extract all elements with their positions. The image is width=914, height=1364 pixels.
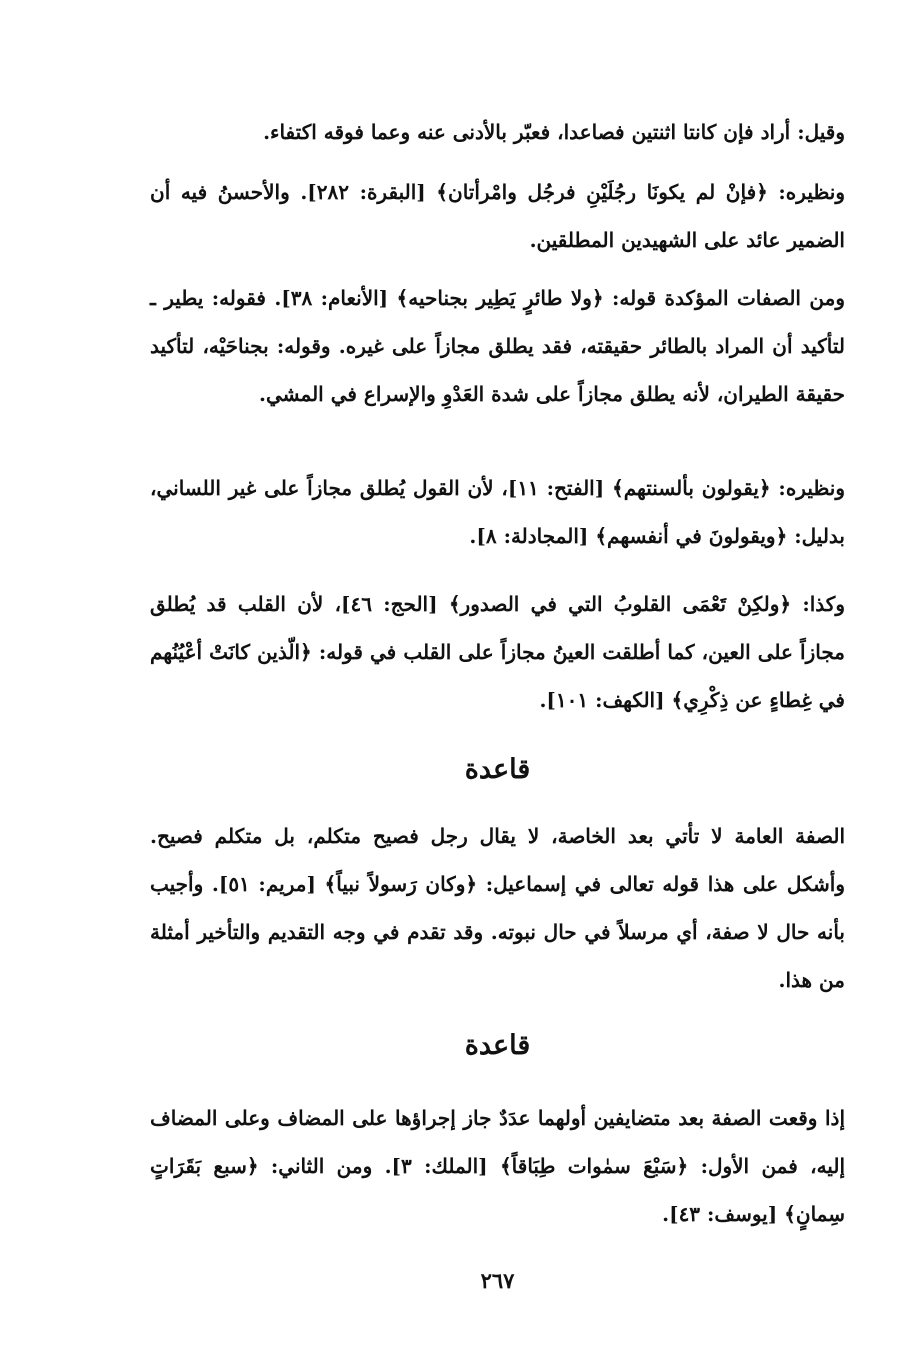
section-heading-1: قاعدة [464, 754, 531, 785]
paragraph-7: إذا وقعت الصفة بعد متضايفين أولهما عدَدٌ جاز إجراؤها على المضاف وعلى المضاف إليه، فمن الأول: ﴿سَبْعَ سمٰوات طِبَاقاً﴾ [الملك: ٣]. ومن الثاني: ﴿سبع بَقَرَاتٍ سِمانٍ﴾ [يوسف: ٤٣]. [150, 1106, 845, 1226]
page-number: ٢٦٧ [480, 1268, 515, 1293]
paragraph-2: ونظيره: ﴿فإنْ لم يكونَا رجُلَيْنِ فرجُل وامْرأتان﴾ [البقرة: ٢٨٢]. والأحسنُ فيه أن الضمير عائد على الشهيدين المطلقين. [150, 180, 845, 252]
paragraph-3: ومن الصفات المؤكدة قوله: ﴿ولا طائرٍ يَطِير بجناحيه﴾ [الأنعام: ٣٨]. فقوله: يطير ـ لتأكيد أن المراد بالطائر حقيقته، فقد يطلق مجازاً على غيره. وقوله: بجناحَيْه، لتأكيد حقيقة الطيران، لأنه يطلق مجازاً على شدة العَدْوِ والإسراع في المشي. [150, 286, 845, 406]
paragraph-6: الصفة العامة لا تأتي بعد الخاصة، لا يقال رجل فصيح متكلم، بل متكلم فصيح. وأشكل على هذا قوله تعالى في إسماعيل: ﴿وكان رَسولاً نبياً﴾ [مريم: ٥١]. وأجيب بأنه حال لا صفة، أي مرسلاً في حال نبوته. وقد تقدم في وجه التقديم والتأخير أمثلة من هذا. [150, 824, 845, 992]
section-heading-2: قاعدة [464, 1030, 531, 1061]
paragraph-4: ونظيره: ﴿يقولون بألسنتهم﴾ [الفتح: ١١]، لأن القول يُطلق مجازاً على غير اللساني، بدليل: ﴿ويقولونَ في أنفسهم﴾ [المجادلة: ٨]. [150, 476, 845, 548]
paragraph-1: وقيل: أراد فإن كانتا اثنتين فصاعدا، فعبّر بالأدنى عنه وعما فوقه اكتفاء. [263, 120, 845, 144]
paragraph-5: وكذا: ﴿ولكِنْ تَعْمَى القلوبُ التي في الصدور﴾ [الحج: ٤٦]، لأن القلب قد يُطلق مجازاً على العين، كما أطلقت العينُ مجازاً على القلب في قوله: ﴿الّذين كانَتْ أعْيُنُهم في غِطاءٍ عن ذِكْرِي﴾ [الكهف: ١٠١]. [150, 592, 845, 712]
